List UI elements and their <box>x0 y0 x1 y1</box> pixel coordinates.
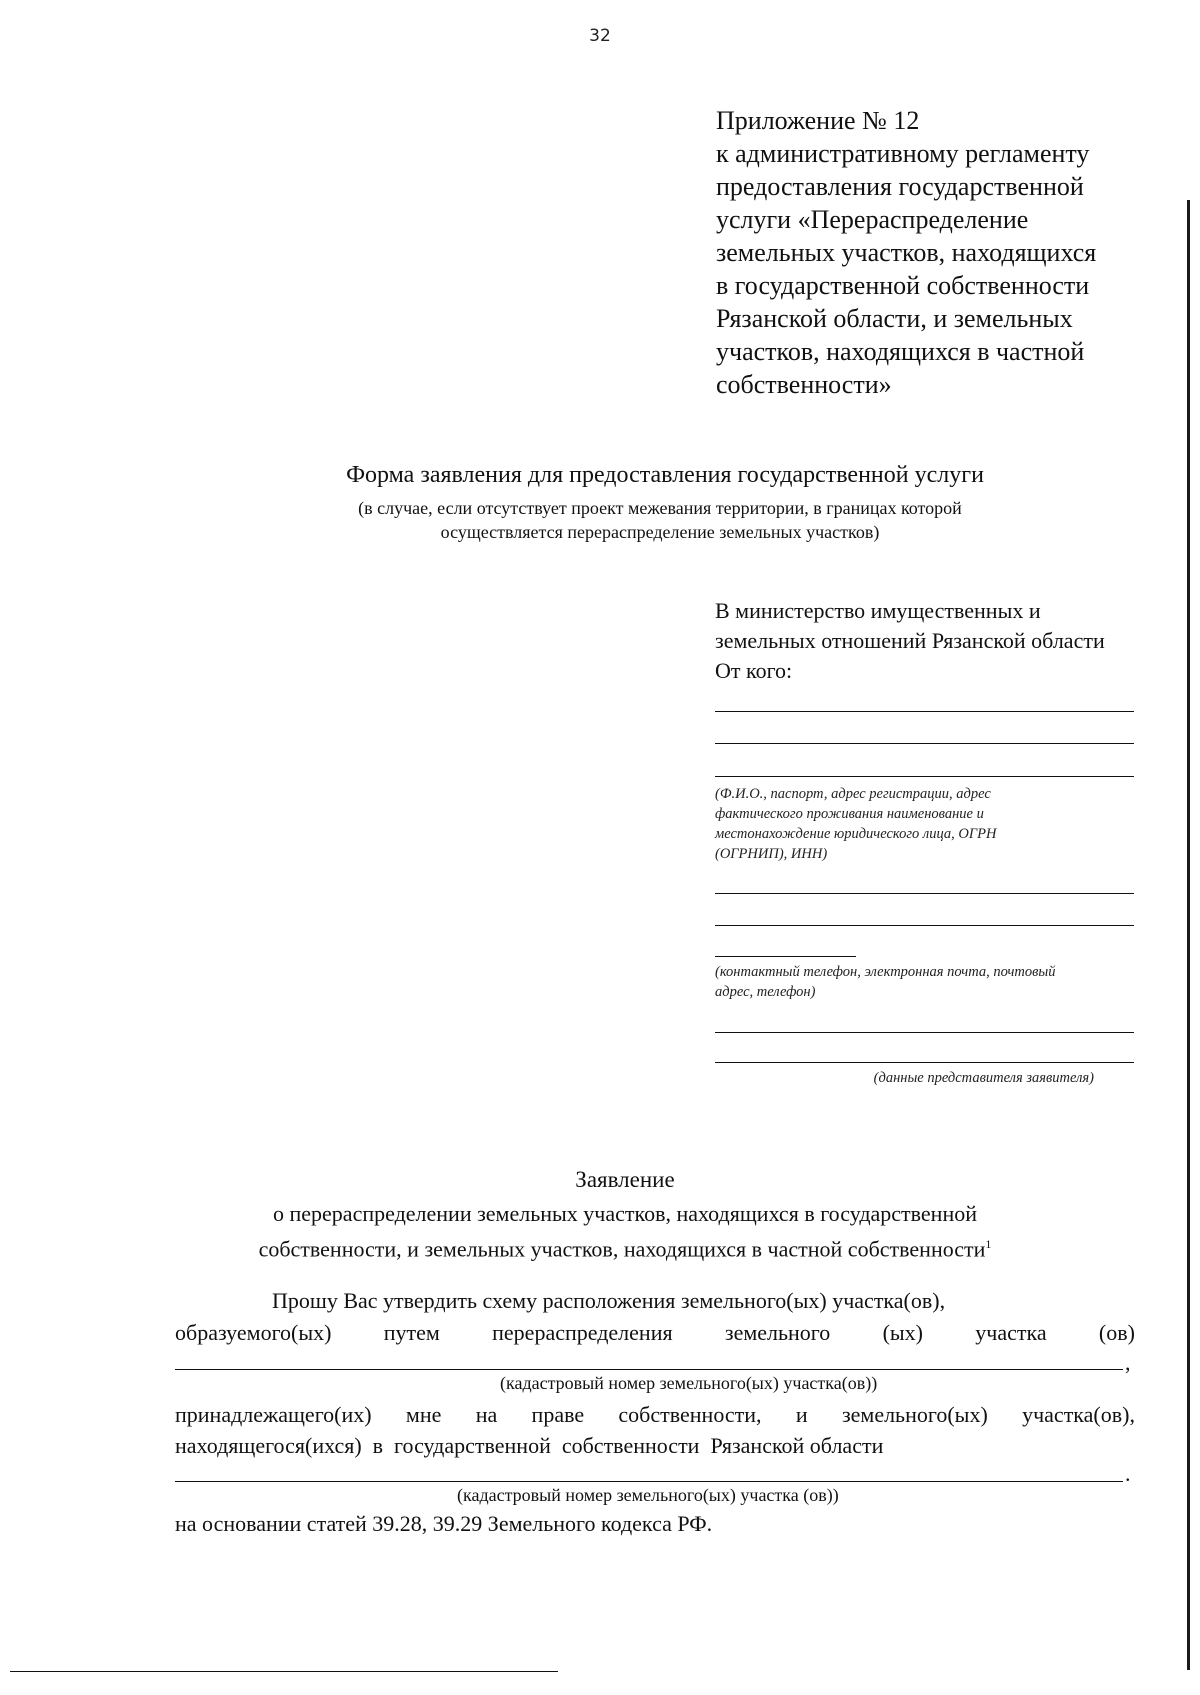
appendix-line: земельных участков, находящихся <box>716 238 1097 267</box>
recipient-line: В министерство имущественных и <box>715 598 1041 623</box>
word: (ых) <box>882 1320 923 1345</box>
ownership-line-2: находящегося(ихся) в государственной собственности Рязанской области <box>175 1433 884 1458</box>
applicant-line-1[interactable] <box>715 711 1134 712</box>
word: и <box>795 1402 808 1427</box>
word: перераспределения <box>492 1320 673 1345</box>
ownership-line-1 <box>175 1402 1135 1428</box>
word: на <box>475 1402 498 1427</box>
applicant-line-2[interactable] <box>715 743 1134 744</box>
word: принадлежащего(их) <box>175 1402 372 1427</box>
representative-caption: (данные представителя заявителя) <box>873 1070 1094 1086</box>
request-line-2 <box>175 1320 1135 1346</box>
applicant-line-5[interactable] <box>715 925 1134 926</box>
statement-subtitle <box>0 1198 1200 1264</box>
applicant-line-4[interactable] <box>715 893 1134 894</box>
representative-line-1[interactable] <box>715 1032 1134 1033</box>
appendix-line: Рязанской области, и земельных <box>716 304 1073 333</box>
appendix-line: предоставления государственной <box>716 172 1084 201</box>
appendix-line: в государственной собственности <box>716 271 1090 300</box>
word: участка <box>975 1320 1047 1345</box>
word: земельного <box>724 1320 831 1345</box>
appendix-line: услуги «Перераспределение <box>716 205 1029 234</box>
appendix-line: участков, находящихся в частной <box>716 337 1085 366</box>
form-subtitle <box>0 496 1200 544</box>
form-title: Форма заявления для предоставления государственной услуги <box>346 462 984 488</box>
caption-line: фактического проживания наименование и <box>715 806 984 822</box>
caption-line: адрес, телефон) <box>715 984 816 1000</box>
cadastral-caption-2: (кадастровый номер земельного(ых) участка (ов)) <box>457 1485 839 1505</box>
identity-caption <box>715 784 1155 864</box>
page-number: 32 <box>589 26 611 46</box>
applicant-line-3[interactable] <box>715 776 1134 777</box>
word: путем <box>383 1320 440 1345</box>
word: собственности, <box>618 1402 762 1427</box>
statement-title: Заявление <box>575 1167 675 1192</box>
trailing-period: . <box>1125 1461 1131 1486</box>
appendix-header <box>716 104 1156 401</box>
cadastral-caption-1: (кадастровый номер земельного(ых) участка(ов)) <box>500 1373 878 1393</box>
recipient-line: земельных отношений Рязанской области <box>715 628 1105 653</box>
caption-line: (контактный телефон, электронная почта, почтовый <box>715 964 1056 980</box>
appendix-line: собственности» <box>716 370 892 399</box>
appendix-line: Приложение № 12 <box>716 106 920 135</box>
applicant-line-short[interactable] <box>715 956 856 957</box>
representative-line-2[interactable] <box>715 1062 1134 1063</box>
cadastral-number-line-2[interactable] <box>175 1481 1123 1482</box>
word: (ов) <box>1098 1320 1135 1345</box>
from-label: От кого: <box>715 658 793 683</box>
caption-line: (ОГРНИП), ИНН) <box>715 846 828 862</box>
statement-subtitle-text: собственности, и земельных участков, находящихся в частной собственности <box>258 1236 986 1262</box>
cadastral-number-line-1[interactable] <box>175 1369 1123 1370</box>
caption-line: (Ф.И.О., паспорт, адрес регистрации, адрес <box>715 786 991 802</box>
footnote-mark: 1 <box>985 1237 992 1251</box>
statement-subtitle-line: о перераспределении земельных участков, находящихся в государственной <box>273 1201 977 1226</box>
statement-subtitle-line-2 <box>50 1229 1200 1264</box>
contacts-caption <box>715 962 1160 1002</box>
caption-line: местонахождение юридического лица, ОГРН <box>715 826 997 842</box>
request-line-1: Прошу Вас утвердить схему расположения земельного(ых) участка(ов), <box>272 1288 946 1313</box>
word: образуемого(ых) <box>175 1320 332 1345</box>
appendix-line: к административному регламенту <box>716 139 1090 168</box>
word: участка(ов), <box>1022 1402 1135 1427</box>
word: мне <box>405 1402 442 1427</box>
scan-edge <box>1187 200 1190 1670</box>
form-subtitle-line: (в случае, если отсутствует проект межевания территории, в границах которой <box>358 498 962 518</box>
recipient-block <box>715 596 1155 686</box>
form-subtitle-line: осуществляется перераспределение земельных участков) <box>440 522 880 542</box>
footnote-separator <box>10 1671 558 1672</box>
trailing-comma: , <box>1125 1350 1131 1375</box>
legal-basis: на основании статей 39.28, 39.29 Земельного кодекса РФ. <box>175 1511 713 1536</box>
word: земельного(ых) <box>841 1402 988 1427</box>
word: праве <box>531 1402 585 1427</box>
